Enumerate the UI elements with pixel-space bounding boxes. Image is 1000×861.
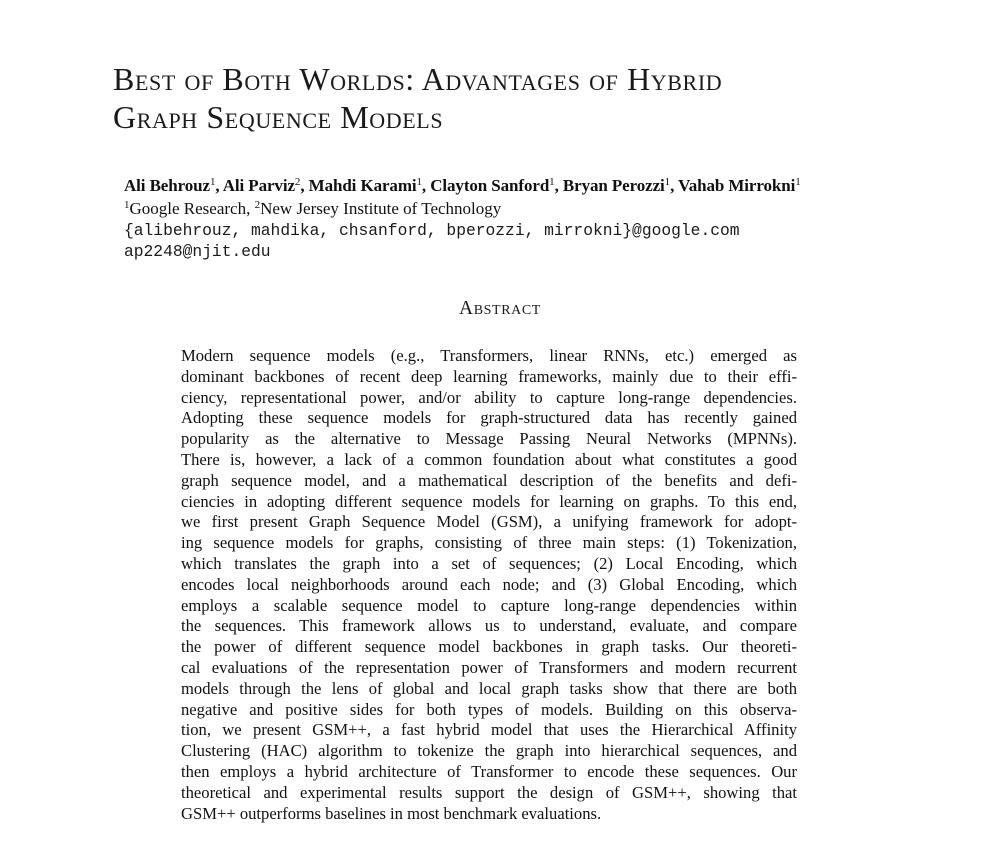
abstract-line: employs a scalable sequence model to capture long-range dependencies within <box>181 595 797 615</box>
abstract-line: cal evaluations of the representation power of Transformers and modern recurrent <box>181 657 797 677</box>
abstract-line: graph sequence model, and a mathematical description of the benefits and defi- <box>181 470 797 490</box>
abstract-line: negative and positive sides for both types of models. Building on this observa- <box>181 699 797 719</box>
title-line: Graph Sequence Models <box>113 99 444 135</box>
email-line: {alibehrouz, mahdika, chsanford, bperozzi, mirrokni}@google.com <box>124 221 740 240</box>
abstract-line: the sequences. This framework allows us to understand, evaluate, and compare <box>181 616 797 636</box>
abstract-line: Adopting these sequence models for graph-structured data has recently gained <box>181 408 797 428</box>
paper-title <box>113 60 953 136</box>
author-name: Clayton Sanford <box>430 176 550 195</box>
abstract-line: models through the lens of global and local graph tasks show that there are both <box>181 678 797 698</box>
author-separator: , <box>421 176 431 195</box>
abstract-heading: Abstract <box>459 298 541 319</box>
abstract-line: popularity as the alternative to Message Passing Neural Networks (MPNNs). <box>181 429 797 449</box>
abstract-line: we first present Graph Sequence Model (GSM), a unifying framework for adopt- <box>181 512 797 532</box>
abstract-line: encodes local neighborhoods around each node; and (3) Global Encoding, which <box>181 574 797 594</box>
abstract-line: the power of different sequence model backbones in graph tasks. Our theoreti- <box>181 637 797 657</box>
author-separator: , <box>300 176 309 195</box>
abstract-line: then employs a hybrid architecture of Transformer to encode these sequences. Our <box>181 761 797 781</box>
author-affil-mark: 1 <box>416 176 422 188</box>
author-name: Mahdi Karami <box>308 176 417 195</box>
abstract-line: which translates the graph into a set of sequences; (2) Local Encoding, which <box>181 553 797 573</box>
affiliation-name: New Jersey Institute of Technology <box>260 199 502 218</box>
abstract-line: theoretical and experimental results support the design of GSM++, showing that <box>181 782 797 802</box>
title-line: Best of Both Worlds: Advantages of Hybrid <box>113 61 723 97</box>
abstract-line: Modern sequence models (e.g., Transformers, linear RNNs, etc.) emerged as <box>181 346 797 365</box>
author-separator: , <box>670 176 679 195</box>
abstract-body <box>181 346 797 824</box>
affil-mark: 1 <box>124 199 130 211</box>
abstract-line: ciency, representational power, and/or ability to capture long-range dependencies. <box>181 387 797 407</box>
author-affil-mark: 1 <box>795 176 801 188</box>
author-separator: , <box>215 176 223 195</box>
abstract-line: ing sequence models for graphs, consisting of three main steps: (1) Tokenization, <box>181 533 797 553</box>
affil-mark: 2 <box>254 199 261 211</box>
author-list <box>124 176 801 196</box>
abstract-line: tion, we present GSM++, a fast hybrid model that uses the Hierarchical Affinity <box>181 720 797 740</box>
email-line: ap2248@njit.edu <box>124 242 271 261</box>
author-affil-mark: 1 <box>209 176 216 188</box>
abstract-line: dominant backbones of recent deep learning frameworks, mainly due to their effi- <box>181 366 797 386</box>
author-name: Bryan Perozzi <box>562 176 665 195</box>
author-affil-mark: 1 <box>549 176 555 188</box>
author-name: Ali Parviz <box>222 176 295 195</box>
author-affil-mark: 2 <box>294 176 301 188</box>
abstract-line: There is, however, a lack of a common foundation about what constitutes a good <box>181 449 797 469</box>
author-name: Vahab Mirrokni <box>678 176 796 195</box>
author-name: Ali Behrouz <box>124 176 210 195</box>
author-separator: , <box>554 176 563 195</box>
abstract-line: Clustering (HAC) algorithm to tokenize the graph into hierarchical sequences, and <box>181 741 797 761</box>
affiliation-line <box>124 199 501 219</box>
abstract-line: ciencies in adopting different sequence models for learning on graphs. To this end, <box>181 491 797 511</box>
author-affil-mark: 1 <box>664 176 671 188</box>
affil-separator: , <box>246 199 255 218</box>
affiliation-name: Google Research <box>129 199 247 218</box>
abstract-line: GSM++ outperforms baselines in most benchmark evaluations. <box>181 803 602 823</box>
